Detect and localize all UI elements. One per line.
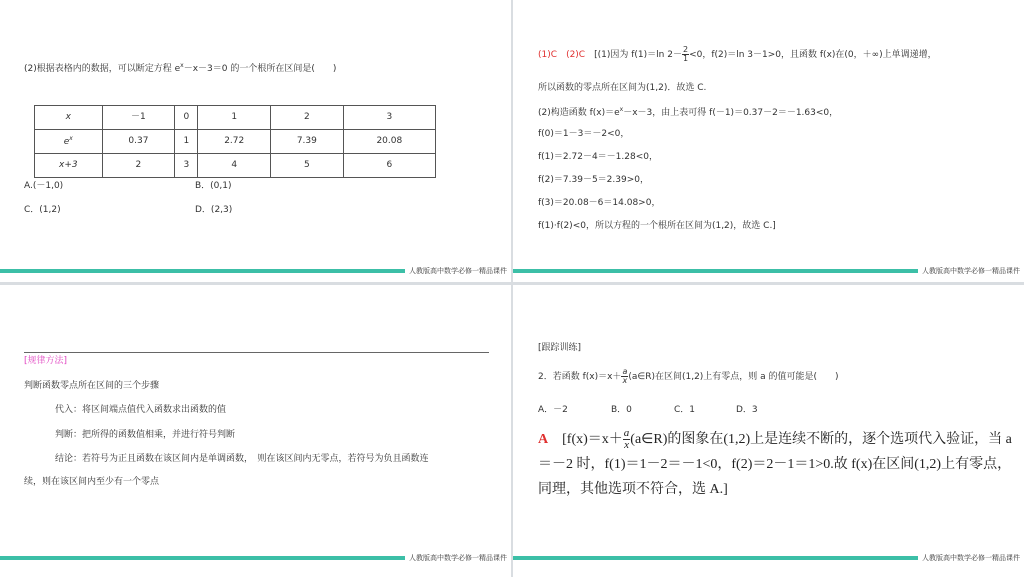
method-heading: [规律方法] — [24, 356, 68, 366]
fraction-denominator: x — [622, 376, 628, 385]
question-text: 2．若函数 f(x)＝x＋ — [538, 372, 622, 382]
table-cell: 20.08 — [343, 130, 435, 154]
footer-label: 人教版高中数学必修一精品课件 — [918, 553, 1024, 563]
solution-line-7: f(3)＝20.08－6＝14.08>0， — [538, 198, 661, 208]
table-cell: 3 — [175, 154, 198, 178]
table-cell: 4 — [198, 154, 271, 178]
answer-2: (2)C — [566, 50, 586, 60]
practice-question — [538, 365, 839, 389]
question-part: －x－3＝0 的一个根所在区间是( ) — [183, 64, 337, 74]
option-a: A.(－1,0) — [24, 181, 64, 191]
solution-text: [(1)因为 f(1)＝ln 2－ — [594, 50, 682, 60]
method-step-3: 结论：若符号为正且函数在该区间内是单调函数， 则在该区间内无零点，若符号为负且函数连 — [55, 454, 429, 464]
answer-text: (a∈R)的图象在(1,2)上是连续不断的，逐个选项代入验证，当 a — [630, 432, 1012, 447]
answer-line-2: ＝－2 时，f(1)＝1－2＝－1<0，f(2)＝2－1＝1>0.故 f(x)在区间(1,2)上有零点， — [538, 457, 1012, 472]
table-cell: 2 — [102, 154, 175, 178]
footer-label: 人教版高中数学必修一精品课件 — [405, 553, 511, 563]
solution-text: (2)构造函数 f(x)＝e — [538, 108, 620, 118]
table-cell: 1 — [198, 106, 271, 130]
table-cell: 2 — [271, 106, 344, 130]
table-row — [35, 130, 436, 154]
answer-letter: A — [538, 432, 549, 447]
solution-sup: x — [619, 106, 624, 113]
value-table — [34, 105, 436, 178]
option-c: C．1 — [674, 405, 696, 415]
table-cell: x — [35, 106, 103, 130]
method-title: 判断函数零点所在区间的三个步骤 — [24, 381, 160, 391]
table-cell: 3 — [343, 106, 435, 130]
table-cell-text: e — [63, 137, 70, 148]
answer-line-1 — [538, 425, 1012, 455]
fraction-numerator: a — [622, 367, 628, 376]
method-step-3-cont: 续，则在该区间内至少有一个零点 — [24, 477, 160, 487]
table-cell: 2.72 — [198, 130, 271, 154]
solution-text: －x－3，由上表可得 f(－1)＝0.37－2＝－1.63<0， — [623, 108, 839, 118]
option-a: A．－2 — [538, 405, 568, 415]
solution-line-3 — [538, 106, 838, 119]
divider-line — [24, 352, 489, 353]
question-sup: x — [180, 62, 184, 69]
option-d: D．(2,3) — [195, 205, 233, 215]
answer-line-3: 同理，其他选项不符合，选 A.] — [538, 482, 728, 497]
slide-1 — [0, 0, 511, 282]
table-cell: －1 — [102, 106, 175, 130]
table-cell: 5 — [271, 154, 344, 178]
practice-heading: [跟踪训练] — [538, 343, 582, 353]
solution-line-2: 所以函数的零点所在区间为(1,2)．故选 C. — [538, 83, 707, 93]
fraction-denominator: x — [624, 439, 629, 452]
solution-line-1 — [538, 44, 937, 66]
table-cell — [35, 130, 103, 154]
fraction — [682, 46, 689, 63]
solution-text: <0，f(2)＝ln 3－1>0，且函数 f(x)在(0，＋∞)上单调递增， — [689, 50, 937, 60]
fraction-denominator: 1 — [682, 54, 689, 63]
solution-line-4: f(0)＝1－3＝－2<0， — [538, 129, 630, 139]
footer-label: 人教版高中数学必修一精品课件 — [405, 266, 511, 276]
question-part: (2)根据表格内的数据，可以断定方程 e — [24, 64, 181, 74]
solution-line-5: f(1)＝2.72－4＝－1.28<0， — [538, 152, 658, 162]
table-cell: 0 — [175, 106, 198, 130]
table-cell: 6 — [343, 154, 435, 178]
table-cell: 1 — [175, 130, 198, 154]
answer-1: (1)C — [538, 50, 558, 60]
footer-label: 人教版高中数学必修一精品课件 — [918, 266, 1024, 276]
solution-line-8: f(1)·f(2)<0，所以方程的一个根所在区间为(1,2)，故选 C.] — [538, 221, 776, 231]
slide-4 — [513, 285, 1024, 577]
option-d: D．3 — [736, 405, 758, 415]
table-cell: 0.37 — [102, 130, 175, 154]
table-row — [35, 106, 436, 130]
method-step-2: 判断：把所得的函数值相乘，并进行符号判断 — [55, 430, 236, 440]
table-row — [35, 154, 436, 178]
slide-2 — [513, 0, 1024, 282]
option-c: C．(1,2) — [24, 205, 61, 215]
question-text — [24, 62, 336, 75]
method-step-1: 代入：将区间端点值代入函数求出函数的值 — [55, 405, 227, 415]
question-text: (a∈R)在区间(1,2)上有零点，则 a 的值可能是( ) — [628, 372, 839, 382]
slide-3 — [0, 285, 511, 577]
table-cell-sup: x — [69, 135, 73, 143]
fraction-numerator: 2 — [682, 45, 689, 54]
table-cell: 7.39 — [271, 130, 344, 154]
option-b: B．(0,1) — [195, 181, 232, 191]
option-b: B．0 — [611, 405, 632, 415]
table-cell: x+3 — [35, 154, 103, 178]
fraction-numerator: a — [623, 427, 630, 440]
solution-line-6: f(2)＝7.39－5＝2.39>0， — [538, 175, 649, 185]
answer-text: [f(x)＝x＋ — [562, 432, 623, 447]
